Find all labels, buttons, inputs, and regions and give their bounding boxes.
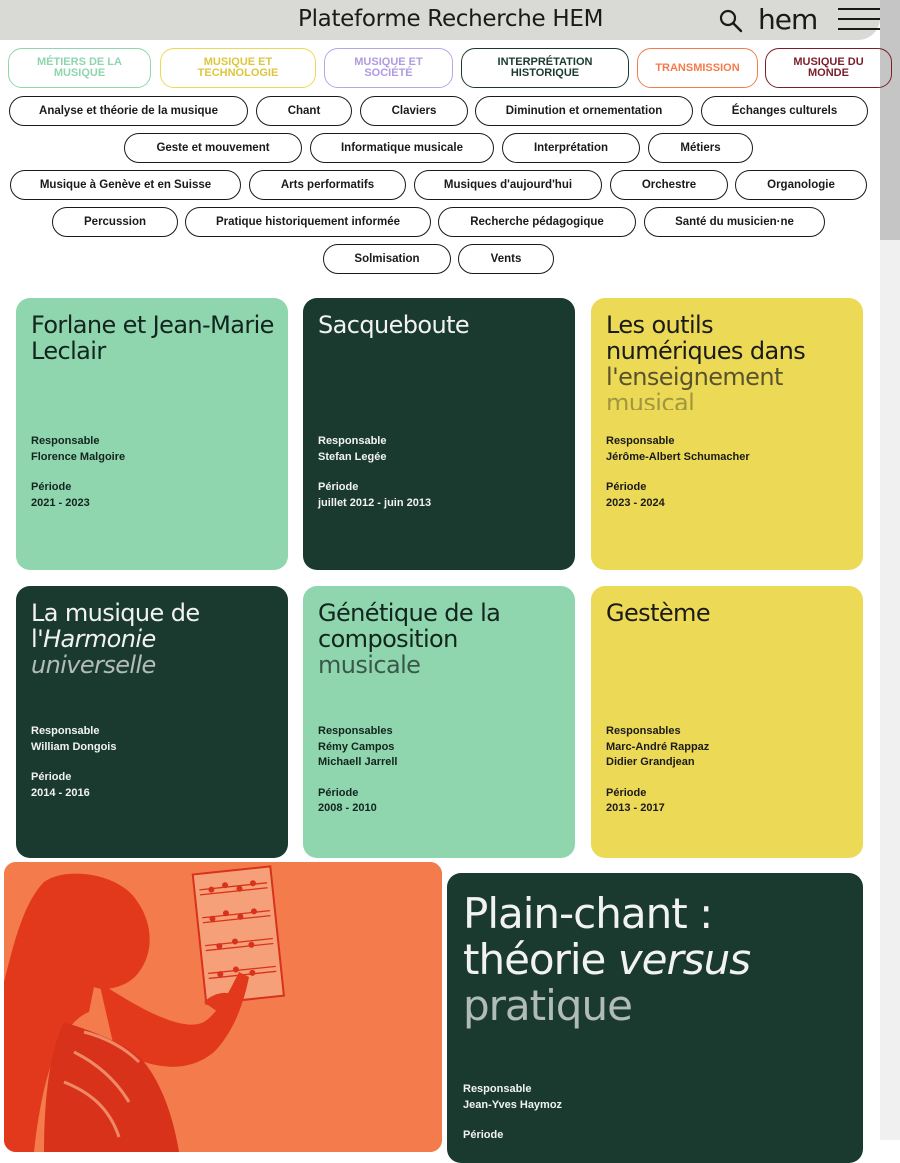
tag-echanges-culturels[interactable]: Échanges culturels [701,96,868,126]
responsable-name: Stefan Legée [318,450,387,463]
header [0,0,880,40]
periode-value: 2014 - 2016 [31,786,90,799]
project-meta [31,434,125,511]
responsable-name: Jérôme-Albert Schumacher [606,450,750,463]
project-card[interactable] [16,298,288,570]
category-transmission[interactable]: TRANSMISSION [637,48,758,88]
responsable-name: Florence Malgoire [31,450,126,463]
periode-label: Période [463,1129,504,1141]
responsable-name: Marc-André Rappaz [606,740,710,753]
tag-interpretation[interactable]: Interprétation [502,133,640,163]
title-part-italic: Harmonie [43,625,156,653]
tag-musiques-aujourdhui[interactable]: Musiques d'aujourd'hui [414,170,602,200]
category-metiers-de-la-musique[interactable]: MÉTIERS DE LA MUSIQUE [8,48,151,88]
periode-label: Période [318,481,359,493]
responsable-label: Responsable [463,1083,532,1095]
responsable-label: Responsable [606,435,675,447]
title-part-italic: universelle [31,651,156,679]
category-musique-et-societe[interactable]: MUSIQUE ET SOCIÉTÉ [324,48,453,88]
hero-image-musician-with-score[interactable] [4,862,442,1152]
project-card[interactable] [591,298,863,570]
tag-musique-geneve[interactable]: Musique à Genève et en Suisse [10,170,241,200]
title-line: musicale [318,651,421,679]
project-card[interactable] [303,586,575,858]
category-musique-et-technologie[interactable]: MUSIQUE ET TECHNOLOGIE [160,48,316,88]
title-part-italic: versus [617,935,751,984]
title-part: l' [31,625,44,653]
tag-informatique-musicale[interactable]: Informatique musicale [310,133,494,163]
scrollbar-thumb[interactable] [880,0,900,240]
periode-value: 2021 - 2023 [31,496,90,509]
responsable-name: Rémy Campos [318,740,395,753]
project-card[interactable] [447,873,863,1163]
project-card[interactable] [16,586,288,858]
title-line: l'enseignement [606,363,783,391]
tag-arts-performatifs[interactable]: Arts performatifs [249,170,406,200]
category-musique-du-monde[interactable]: MUSIQUE DU MONDE [765,48,892,88]
responsable-label: Responsables [318,725,393,737]
tag-recherche-pedagogique[interactable]: Recherche pédagogique [438,207,636,237]
responsable-name: Jean-Yves Haymoz [463,1098,563,1111]
project-title: Forlane et Jean-Marie Leclair [31,311,274,365]
periode-label: Période [31,771,72,783]
periode-label: Période [318,786,359,799]
tag-geste-et-mouvement[interactable]: Geste et mouvement [124,133,302,163]
responsable-label: Responsable [31,435,100,447]
periode-value: juillet 2012 - juin 2013 [318,496,432,509]
responsable-name: Didier Grandjean [606,756,695,768]
tag-vents[interactable]: Vents [458,244,554,274]
title-line: Les outils [606,311,713,339]
responsable-label: Responsable [318,435,387,447]
periode-label: Période [606,786,647,799]
hem-logo[interactable]: hem [758,3,818,36]
project-title: Sacqueboute [318,311,470,339]
periode-label: Période [31,481,72,493]
responsable-name: Michaell Jarrell [318,756,398,768]
title-line: Génétique de la [318,599,501,627]
tag-claviers[interactable]: Claviers [360,96,468,126]
title-line: La musique de [31,599,200,627]
tag-percussion[interactable]: Percussion [52,207,178,237]
title-line [31,626,276,652]
responsable-name: William Dongois [31,740,117,753]
title-part: théorie [463,935,618,984]
category-interpretation-historique[interactable]: INTERPRÉTATION HISTORIQUE [461,48,629,88]
tag-analyse[interactable]: Analyse et théorie de la musique [9,96,248,126]
project-title [606,312,851,410]
project-meta [31,724,116,801]
responsable-label: Responsables [606,725,681,737]
project-meta [606,434,750,511]
title-line: musical [606,390,695,410]
periode-label: Période [606,481,647,493]
tag-metiers[interactable]: Métiers [648,133,753,163]
project-card[interactable] [591,586,863,858]
tag-sante-musicien[interactable]: Santé du musicien·ne [644,207,825,237]
responsable-label: Responsable [31,725,100,737]
title-line: composition [318,625,458,653]
project-title: Gestème [606,599,710,627]
periode-value: 2008 - 2010 [318,802,377,814]
title-line: pratique [463,981,632,1030]
project-title [31,600,276,678]
tag-organologie[interactable]: Organologie [735,170,867,200]
project-card[interactable] [303,298,575,570]
title-line: numériques dans [606,337,806,365]
tag-solmisation[interactable]: Solmisation [323,244,451,274]
project-meta [606,724,709,817]
title-line: Plain-chant : [463,889,713,938]
tag-diminution[interactable]: Diminution et ornementation [475,96,693,126]
search-icon[interactable] [718,8,744,34]
project-meta [318,724,398,817]
tag-pratique-historique[interactable]: Pratique historiquement informée [185,207,431,237]
page-title[interactable]: Plateforme Recherche HEM [298,6,604,32]
project-meta [318,434,431,511]
tag-chant[interactable]: Chant [256,96,352,126]
project-title [318,600,563,678]
project-meta [463,1082,562,1144]
title-line [463,937,851,983]
project-title [463,891,851,1029]
hamburger-menu-icon[interactable] [838,8,884,34]
periode-value: 2023 - 2024 [606,496,665,509]
tag-orchestre[interactable]: Orchestre [610,170,728,200]
periode-value: 2013 - 2017 [606,802,665,814]
